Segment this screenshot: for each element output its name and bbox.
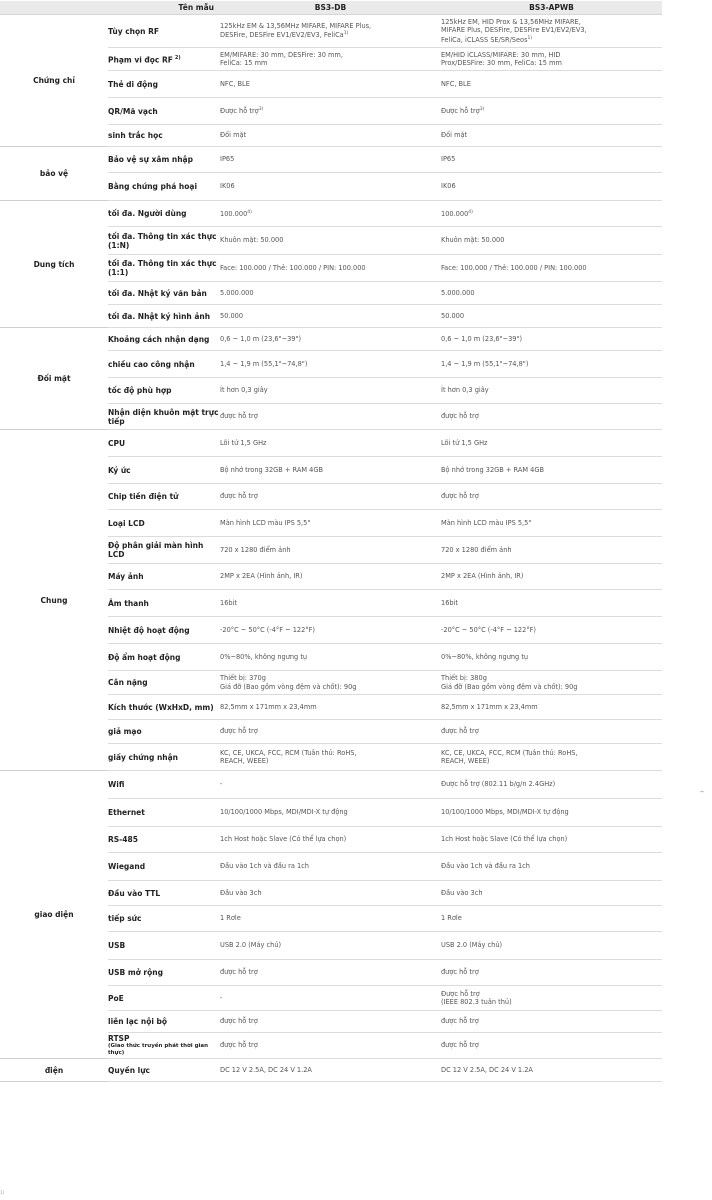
footnote-ref: 4): [468, 209, 473, 215]
value-text: Đầu vào 1ch và đầu ra 1ch: [220, 862, 309, 871]
spec-label-text: tiếp sức: [108, 914, 142, 923]
value-bs3-db: [220, 590, 441, 617]
spec-label: [108, 125, 220, 147]
table-row: [0, 430, 662, 457]
spec-label-text: Bằng chứng phá hoại: [108, 182, 198, 191]
table-row: [0, 15, 662, 48]
spec-label: [108, 1033, 220, 1059]
spec-label: [108, 960, 220, 986]
value-text: 82,5mm x 171mm x 23,4mm: [441, 702, 538, 711]
value-text: -20°C ~ 50°C (-4°F ~ 122°F): [220, 625, 315, 634]
spec-label-text: Độ phân giải màn hình LCD: [108, 541, 204, 559]
spec-label: [108, 201, 220, 227]
value-text: 720 x 1280 điểm ảnh: [220, 545, 291, 554]
value-text: được hỗ trợ: [220, 412, 258, 421]
spec-label: [108, 71, 220, 98]
value-text: 5.000.000: [441, 288, 475, 297]
spec-label-text: QR/Mã vạch: [108, 106, 158, 116]
spec-label-text: Nhận diện khuôn mặt trực tiếp: [108, 407, 219, 426]
value-bs3-apwb: [441, 932, 662, 960]
value-bs3-apwb: [441, 125, 662, 147]
side-mark: –: [700, 787, 704, 796]
value-text: được hỗ trợ: [220, 727, 258, 736]
value-text: 125kHz EM, HID Prox & 13,56MHz MIFARE, MIFARE Plus, DESFire, DESFire EV1/EV2/EV3, FeliCa, iCLASS SE/SR/Seos: [441, 17, 587, 44]
value-text: Màn hình LCD màu IPS 5,5": [441, 518, 532, 527]
value-text: được hỗ trợ: [441, 1017, 479, 1026]
value-text: được hỗ trợ: [220, 968, 258, 977]
value-text: được hỗ trợ: [220, 1041, 258, 1050]
value-text: 720 x 1280 điểm ảnh: [441, 545, 512, 554]
value-text: Thiết bị: 380g Giá đỡ (Bao gồm vòng đệm và chốt): 90g: [441, 674, 578, 691]
value-bs3-apwb: [441, 15, 662, 48]
value-bs3-db: [220, 853, 441, 881]
value-bs3-db: [220, 771, 441, 799]
value-text: được hỗ trợ: [441, 412, 479, 421]
value-text: Face: 100.000 / Thẻ: 100.000 / PIN: 100.000: [220, 263, 366, 272]
spec-label: [108, 173, 220, 201]
value-bs3-apwb: [441, 827, 662, 853]
spec-label: [108, 305, 220, 328]
value-bs3-db: [220, 510, 441, 537]
value-bs3-db: [220, 537, 441, 564]
value-bs3-apwb: [441, 799, 662, 827]
value-text: Màn hình LCD màu IPS 5,5": [220, 518, 311, 527]
header-col-a: BS3-DB: [220, 1, 441, 15]
value-text: KC, CE, UKCA, FCC, RCM (Tuân thủ: RoHS, REACH, WEEE): [441, 748, 578, 765]
spec-label: [108, 644, 220, 671]
value-text: IK06: [441, 182, 456, 191]
spec-label: [108, 744, 220, 771]
value-bs3-db: [220, 71, 441, 98]
spec-label: [108, 799, 220, 827]
value-text: Face: 100.000 / Thẻ: 100.000 / PIN: 100.000: [441, 263, 587, 272]
value-bs3-db: [220, 881, 441, 906]
spec-label-text: Đầu vào TTL: [108, 888, 161, 898]
spec-label-text: tối đa. Thông tin xác thực (1:1): [108, 259, 217, 277]
value-text: -20°C ~ 50°C (-4°F ~ 122°F): [441, 625, 536, 634]
value-bs3-db: [220, 671, 441, 695]
value-text: 1ch Host hoặc Slave (Có thể lựa chọn): [220, 835, 347, 844]
spec-label-text: Ký ức: [108, 465, 131, 475]
spec-label: [108, 147, 220, 173]
value-bs3-db: [220, 378, 441, 404]
group-name: Dung tích: [0, 201, 108, 328]
value-bs3-db: [220, 932, 441, 960]
header-col-b: BS3-APWB: [441, 1, 662, 15]
value-text: Đối mặt: [441, 131, 468, 140]
spec-label: [108, 906, 220, 932]
value-bs3-db: [220, 744, 441, 771]
spec-label: [108, 564, 220, 590]
value-text: Đối mặt: [220, 131, 247, 140]
value-bs3-apwb: [441, 960, 662, 986]
value-text: 16bit: [441, 598, 458, 607]
spec-label: [108, 457, 220, 484]
value-bs3-apwb: [441, 695, 662, 720]
spec-label: [108, 986, 223, 1011]
value-text: EM/HID iCLASS/MIFARE: 30 mm, HID Prox/DESFire: 30 mm, FeliCa: 15 mm: [441, 50, 562, 67]
value-bs3-db: [220, 147, 441, 173]
value-text: 1 Rơle: [220, 914, 241, 923]
value-text: được hỗ trợ: [441, 727, 479, 736]
value-bs3-apwb: [441, 351, 662, 378]
spec-label-text: Kích thước (WxHxD, mm): [108, 702, 214, 712]
value-text: Được hỗ trợ: [220, 107, 259, 116]
value-text: 2MP x 2EA (Hình ảnh, IR): [220, 572, 303, 581]
value-text: 0,6 ~ 1,0 m (23,6"~39"): [441, 334, 523, 343]
value-text: 50.000: [220, 311, 244, 320]
value-bs3-apwb: [441, 484, 662, 510]
spec-label: [108, 98, 220, 125]
value-bs3-apwb: [441, 771, 662, 799]
spec-label-text: sinh trắc học: [108, 131, 163, 140]
value-text: 1ch Host hoặc Slave (Có thể lựa chọn): [441, 835, 568, 844]
spec-table: [0, 1, 662, 1082]
spec-label-text: giả mạo: [108, 727, 142, 736]
value-bs3-apwb: [441, 173, 662, 201]
spec-label: [108, 484, 220, 510]
value-bs3-apwb: [441, 744, 662, 771]
spec-label: [108, 671, 220, 695]
value-bs3-db: [220, 328, 441, 351]
value-text: 10/100/1000 Mbps, MDI/MDI-X tự động: [441, 808, 569, 817]
value-bs3-db: [220, 125, 441, 147]
spec-label-text: tối đa. Nhật ký hình ảnh: [108, 311, 211, 321]
value-text: Thiết bị: 370g Giá đỡ (Bao gồm vòng đệm và chốt): 90g: [220, 674, 357, 691]
value-bs3-apwb: [441, 1033, 662, 1059]
value-bs3-apwb: [441, 305, 662, 328]
value-bs3-db: [220, 564, 441, 590]
value-text: Được hỗ trợ (IEEE 802.3 tuân thủ): [441, 989, 512, 1006]
value-bs3-db: [220, 201, 441, 227]
spec-label-note: (Giao thức truyền phát thời gian thực): [108, 1043, 209, 1056]
value-bs3-apwb: [441, 590, 662, 617]
spec-label-text: Ethernet: [108, 808, 145, 817]
value-bs3-apwb: [441, 71, 662, 98]
value-bs3-db: [220, 98, 441, 125]
spec-label: [108, 853, 220, 881]
spec-label-text: PoE: [108, 993, 124, 1003]
table-row: [0, 1059, 662, 1082]
value-bs3-db: [220, 351, 441, 378]
footnote-ref: 2): [174, 54, 181, 61]
value-text: được hỗ trợ: [441, 1041, 479, 1050]
value-text: IP65: [220, 155, 235, 164]
spec-label: [108, 227, 220, 255]
value-bs3-db: [220, 173, 441, 201]
value-bs3-db: [220, 48, 441, 71]
value-bs3-apwb: [441, 853, 662, 881]
value-bs3-db: [220, 1011, 441, 1033]
spec-label-text: Tùy chọn RF: [108, 26, 160, 36]
spec-label-text: Độ ẩm hoạt động: [108, 652, 181, 662]
value-text: Đầu vào 3ch: [220, 888, 262, 897]
value-bs3-db: [220, 1033, 441, 1059]
spec-label-text: Chip tiền điện tử: [108, 492, 179, 501]
value-text: 2MP x 2EA (Hình ảnh, IR): [441, 572, 524, 581]
spec-label: [108, 255, 220, 282]
value-bs3-db: [220, 430, 441, 457]
table-body: [0, 15, 662, 1082]
value-bs3-apwb: [441, 147, 662, 173]
spec-label: [108, 15, 220, 48]
value-text: Khuôn mặt: 50.000: [220, 236, 284, 245]
value-text: Bộ nhớ trong 32GB + RAM 4GB: [220, 465, 323, 474]
spec-label-text: tối đa. Nhật ký văn bản: [108, 288, 207, 298]
value-bs3-db: [220, 960, 441, 986]
value-text: 16bit: [220, 598, 237, 607]
spec-label-text: USB mở rộng: [108, 968, 163, 977]
value-bs3-apwb: [441, 720, 662, 744]
value-text: Lõi tứ 1,5 GHz: [220, 438, 267, 447]
value-bs3-apwb: [441, 201, 662, 227]
value-text: NFC, BLE: [220, 79, 250, 88]
group-name: giao diện: [0, 771, 108, 1059]
spec-label: [108, 1011, 220, 1033]
value-bs3-apwb: [441, 617, 662, 644]
value-text: NFC, BLE: [441, 79, 471, 88]
value-text: được hỗ trợ: [220, 492, 258, 501]
value-bs3-db: [220, 404, 441, 430]
value-bs3-db: [220, 255, 441, 282]
value-text: 0%~80%, không ngưng tụ: [441, 652, 529, 661]
spec-label-text: Máy ảnh: [108, 572, 144, 581]
spec-label-text: USB: [108, 941, 126, 950]
group-name: điện: [0, 1059, 108, 1082]
spec-label: [108, 537, 220, 564]
spec-label: [108, 378, 220, 404]
spec-label: [108, 48, 220, 71]
spec-label-text: Wiegand: [108, 862, 146, 871]
spec-label: [108, 695, 220, 720]
group-name: Chứng chỉ: [0, 15, 108, 147]
value-text: Được hỗ trợ (802.11 b/g/n 2.4GHz): [441, 780, 556, 789]
value-text: 1,4 ~ 1,9 m (55,1"~74,8"): [220, 359, 308, 368]
value-text: Đầu vào 1ch và đầu ra 1ch: [441, 862, 530, 871]
spec-label-text: Nhiệt độ hoạt động: [108, 625, 190, 635]
value-text: -: [220, 780, 223, 789]
group-name: Chung: [0, 430, 108, 771]
value-text: Đầu vào 3ch: [441, 888, 483, 897]
value-text: KC, CE, UKCA, FCC, RCM (Tuân thủ: RoHS, REACH, WEEE): [220, 748, 357, 765]
value-text: USB 2.0 (Máy chủ): [441, 941, 503, 950]
value-bs3-db: [220, 986, 441, 1011]
value-bs3-apwb: [441, 404, 662, 430]
value-bs3-apwb: [441, 430, 662, 457]
value-text: USB 2.0 (Máy chủ): [220, 941, 282, 950]
footnote-mark: 1): [0, 1190, 5, 1195]
value-text: IP65: [441, 155, 456, 164]
spec-label-text: Wifi: [108, 780, 125, 789]
value-text: được hỗ trợ: [220, 1017, 258, 1026]
table-row: [0, 771, 662, 799]
spec-label: [108, 1059, 220, 1082]
footnote-ref: 3): [479, 107, 485, 113]
value-bs3-db: [220, 695, 441, 720]
spec-label-text: giấy chứng nhận: [108, 752, 179, 762]
table-row: [0, 201, 662, 227]
value-bs3-db: [220, 799, 441, 827]
spec-label-text: tối đa. Thông tin xác thực (1:N): [108, 231, 217, 250]
value-text: 125kHz EM & 13,56MHz MIFARE, MIFARE Plus, DESFire, DESFire EV1/EV2/EV3, FeliCa: [220, 21, 372, 40]
value-bs3-db: [220, 827, 441, 853]
spec-label-text: Âm thanh: [108, 598, 149, 608]
group-name: bảo vệ: [0, 147, 108, 201]
value-bs3-apwb: [441, 644, 662, 671]
value-bs3-apwb: [441, 48, 662, 71]
spec-label: [108, 328, 220, 351]
value-text: Ít hơn 0,3 giây: [441, 386, 489, 395]
value-bs3-apwb: [441, 986, 662, 1011]
value-bs3-db: [220, 617, 441, 644]
spec-label-text: Khoảng cách nhận dạng: [108, 334, 210, 344]
value-text: Lõi tứ 1,5 GHz: [441, 438, 488, 447]
footnote-ref: 1): [527, 35, 533, 41]
value-bs3-db: [220, 305, 441, 328]
value-bs3-apwb: [441, 1011, 662, 1033]
value-text: EM/MIFARE: 30 mm, DESFire: 30 mm, FeliCa: 15 mm: [220, 50, 343, 67]
value-bs3-db: [220, 282, 441, 305]
value-bs3-apwb: [441, 255, 662, 282]
spec-label-text: Phạm vi đọc RF: [108, 55, 173, 65]
footnote-ref: 1): [343, 31, 349, 37]
spec-label: [108, 881, 220, 906]
value-bs3-apwb: [441, 510, 662, 537]
spec-label-text: Loại LCD: [108, 518, 145, 528]
value-text: -: [220, 993, 223, 1002]
value-text: 82,5mm x 171mm x 23,4mm: [220, 702, 317, 711]
spec-label-text: Bảo vệ sự xâm nhập: [108, 155, 193, 164]
value-bs3-apwb: [441, 328, 662, 351]
value-text: được hỗ trợ: [441, 968, 479, 977]
value-bs3-apwb: [441, 671, 662, 695]
value-bs3-db: [220, 15, 441, 48]
spec-label-text: Quyền lực: [108, 1065, 150, 1075]
value-text: Được hỗ trợ: [441, 107, 480, 116]
spec-label-text: tốc độ phù hợp: [108, 386, 172, 395]
value-bs3-apwb: [441, 1059, 662, 1082]
value-text: 100.000: [220, 209, 248, 218]
value-bs3-apwb: [441, 564, 662, 590]
spec-label: [108, 932, 220, 960]
group-name: Đối mặt: [0, 328, 108, 430]
value-bs3-apwb: [441, 457, 662, 484]
value-text: Ít hơn 0,3 giây: [220, 386, 268, 395]
value-text: DC 12 V 2.5A, DC 24 V 1.2A: [441, 1065, 533, 1074]
spec-label: [108, 430, 220, 457]
spec-label-text: Cân nặng: [108, 678, 148, 687]
value-text: 0,6 ~ 1,0 m (23,6"~39"): [220, 334, 302, 343]
spec-label: [108, 404, 220, 430]
value-bs3-db: [220, 1059, 441, 1082]
value-bs3-db: [220, 227, 441, 255]
spec-label: [108, 720, 220, 744]
value-text: Bộ nhớ trong 32GB + RAM 4GB: [441, 465, 544, 474]
value-text: 0%~80%, không ngưng tụ: [220, 652, 308, 661]
value-bs3-apwb: [441, 98, 662, 125]
spec-label: [108, 282, 220, 305]
table-row: [0, 147, 662, 173]
spec-label-text: RTSP: [108, 1034, 130, 1043]
value-bs3-apwb: [441, 282, 662, 305]
spec-label: [108, 510, 220, 537]
spec-label: [108, 827, 220, 853]
spec-label-text: Thẻ di động: [108, 79, 158, 89]
value-text: DC 12 V 2.5A, DC 24 V 1.2A: [220, 1065, 312, 1074]
footnote-ref: 3): [258, 107, 264, 113]
value-bs3-apwb: [441, 537, 662, 564]
header-model: Tên mẫu: [0, 1, 220, 15]
spec-label-text: CPU: [108, 438, 126, 448]
footnote-ref: 4): [247, 209, 252, 215]
value-bs3-apwb: [441, 881, 662, 906]
spec-label: [108, 590, 220, 617]
value-bs3-db: [220, 720, 441, 744]
table-row: [0, 328, 662, 351]
spec-label: [108, 617, 220, 644]
value-text: 10/100/1000 Mbps, MDI/MDI-X tự động: [220, 808, 348, 817]
value-bs3-db: [220, 644, 441, 671]
table-header: [0, 1, 662, 15]
spec-label-text: liên lạc nội bộ: [108, 1017, 168, 1026]
value-text: Khuôn mặt: 50.000: [441, 236, 505, 245]
value-bs3-apwb: [441, 227, 662, 255]
spec-label-text: tối đa. Người dùng: [108, 209, 187, 218]
value-text: IK06: [220, 182, 235, 191]
spec-label-text: RS-485: [108, 835, 138, 844]
value-text: 1 Rơle: [441, 914, 462, 923]
value-bs3-db: [220, 457, 441, 484]
value-bs3-apwb: [441, 378, 662, 404]
value-text: 5.000.000: [220, 288, 254, 297]
value-bs3-db: [220, 906, 441, 932]
value-bs3-apwb: [441, 906, 662, 932]
value-text: 100.000: [441, 209, 469, 218]
spec-label: [108, 351, 220, 378]
value-text: được hỗ trợ: [441, 492, 479, 501]
value-bs3-db: [220, 484, 441, 510]
value-text: 50.000: [441, 311, 465, 320]
value-text: 1,4 ~ 1,9 m (55,1"~74,8"): [441, 359, 529, 368]
spec-label: [108, 771, 223, 799]
spec-label-text: chiều cao công nhận: [108, 359, 195, 369]
